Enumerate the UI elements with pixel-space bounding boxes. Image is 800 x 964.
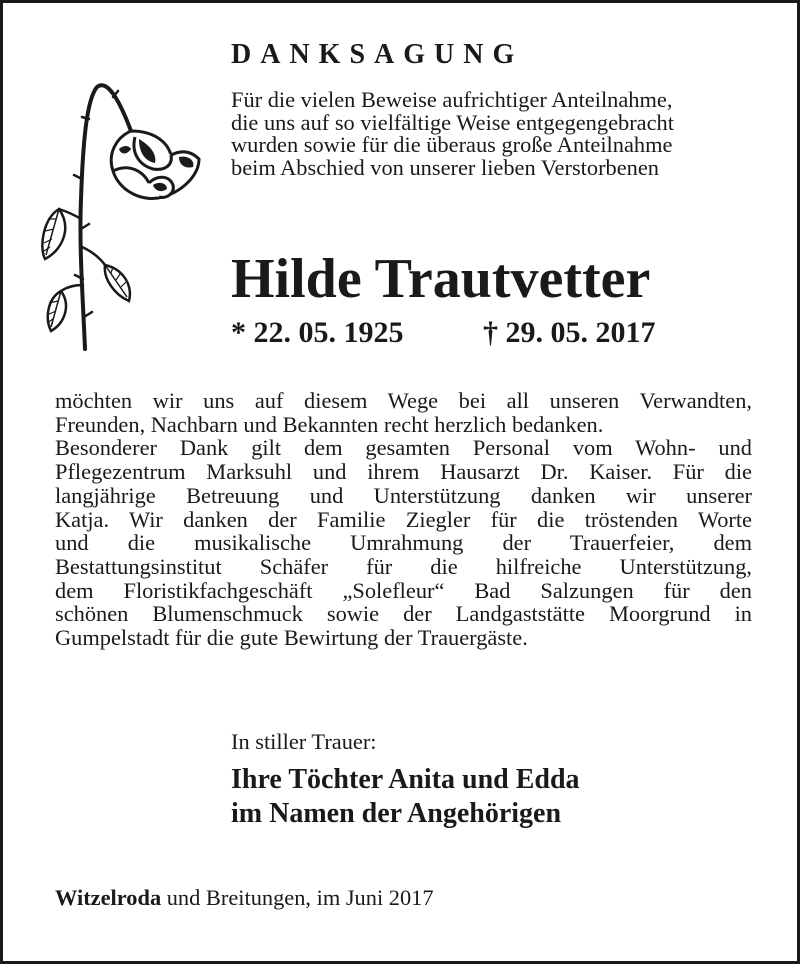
body-line: dem Floristikfachgeschäft „Solefleur“ Bad Salzungen für den [55,577,752,603]
body-line: Katja. Wir danken der Familie Ziegler für die tröstenden Worte [55,506,752,532]
place-rest: und Breitungen, im Juni 2017 [161,885,434,910]
body-line: möchten wir uns auf diesem Wege bei all unseren Verwandten, [55,388,752,413]
body-line: schönen Blumenschmuck sowie der Landgaststätte Moorgrund in [55,601,752,627]
birth-date: * 22. 05. 1925 [231,316,404,349]
body-line: Besonderer Dank gilt dem gesamten Personal vom Wohn- und [55,435,752,461]
body-line: Pflegezentrum Marksuhl und ihrem Hausarzt Dr. Kaiser. Für die [55,459,752,485]
body-line: Gumpelstadt für die gute Bewirtung der Trauergäste. [55,625,528,651]
closing-phrase: In stiller Trauer: [231,729,377,754]
intro-line: wurden sowie für die überaus große Anteilnahme [231,132,673,157]
death-date: † 29. 05. 2017 [483,316,656,349]
body-line: und die musikalische Umrahmung der Trauerfeier, dem [55,530,752,556]
deceased-name: Hilde Trautvetter [231,248,651,310]
intro-line: Für die vielen Beweise aufrichtiger Anteilnahme, [231,87,673,112]
heading-danksagung: DANKSAGUNG [231,39,524,70]
drooping-rose-icon [39,79,209,359]
intro-line: die uns auf so vielfältige Weise entgegengebracht [231,109,674,135]
life-dates [231,315,656,351]
thanks-body [55,389,752,650]
intro-line: beim Abschied von unserer lieben Verstorbenen [231,154,660,180]
signer-line: Ihre Töchter Anita und Edda [231,764,580,795]
body-line: Freunden, Nachbarn und Bekannten recht herzlich bedanken. [55,411,604,437]
place-and-date [55,885,434,911]
place-bold: Witzelroda [55,885,162,910]
body-line: langjährige Betreuung und Unterstützung danken wir unserer [55,482,752,508]
signers [231,763,580,831]
body-line: Bestattungsinstitut Schäfer für die hilfreiche Unterstützung, [55,553,752,579]
intro-text [231,89,756,179]
signer-line: im Namen der Angehörigen [231,798,562,829]
